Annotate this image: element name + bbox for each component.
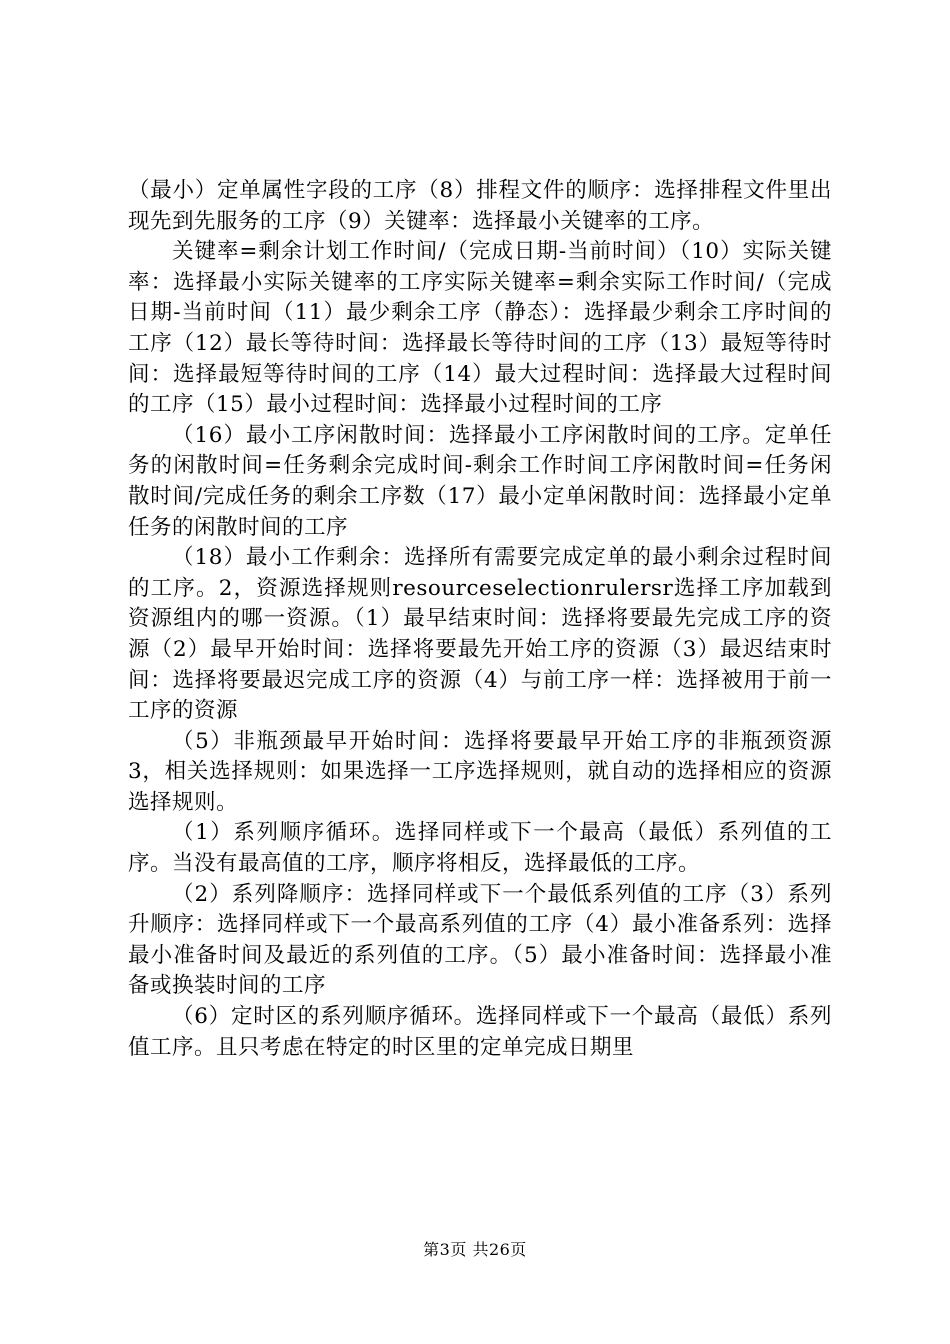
body-text (128, 176, 832, 1063)
page-footer (0, 1240, 950, 1260)
paragraph-1: （最小）定单属性字段的工序（8）排程文件的顺序：选择排程文件里出现先到先服务的工序（9）关键率：选择最小关键率的工序。 (128, 178, 832, 234)
paragraph-4: （18）最小工作剩余：选择所有需要完成定单的最小剩余过程时间的工序。2，资源选择规则resourceselectionrulersr选择工序加载到资源组内的哪一资源。（1）最早结束时间：选择将要最先完成工序的资源（2）最早开始时间：选择将要最先开始工序的资源（3）最迟结束时间：选择将要最迟完成工序的资源（4）与前工序一样：选择被用于前一工序的资源 (128, 545, 832, 724)
paragraph-8: （6）定时区的系列顺序循环。选择同样或下一个最高（最低）系列值工序。且只考虑在特定的时区里的定单完成日期里 (128, 1004, 832, 1060)
page-number-label: 第3页 共26页 (423, 1240, 527, 1259)
paragraph-3: （16）最小工序闲散时间：选择最小工序闲散时间的工序。定单任务的闲散时间=任务剩余完成时间-剩余工作时间工序闲散时间=任务闲散时间/完成任务的剩余工序数（17）最小定单闲散时间：选择最小定单任务的闲散时间的工序 (128, 422, 832, 540)
paragraph-6: （1）系列顺序循环。选择同样或下一个最高（最低）系列值的工序。当没有最高值的工序，顺序将相反，选择最低的工序。 (128, 820, 832, 877)
paragraph-2: 关键率=剩余计划工作时间/（完成日期-当前时间）（10）实际关键率：选择最小实际关键率的工序实际关键率=剩余实际工作时间/（完成日期-当前时间（11）最少剩余工序（静态）：选择最少剩余工序时间的工序（12）最长等待时间：选择最长等待时间的工序（13）最短等待时间：选择最短等待时间的工序（14）最大过程时间：选择最大过程时间的工序（15）最小过程时间：选择最小过程时间的工序 (128, 239, 832, 418)
paragraph-5: （5）非瓶颈最早开始时间：选择将要最早开始工序的非瓶颈资源3，相关选择规则：如果选择一工序选择规则，就自动的选择相应的资源选择规则。 (128, 728, 832, 815)
paragraph-7: （2）系列降顺序：选择同样或下一个最低系列值的工序（3）系列升顺序：选择同样或下一个最高系列值的工序（4）最小准备系列：选择最小准备时间及最近的系列值的工序。（5）最小准备时间：选择最小准备或换装时间的工序 (128, 881, 832, 999)
